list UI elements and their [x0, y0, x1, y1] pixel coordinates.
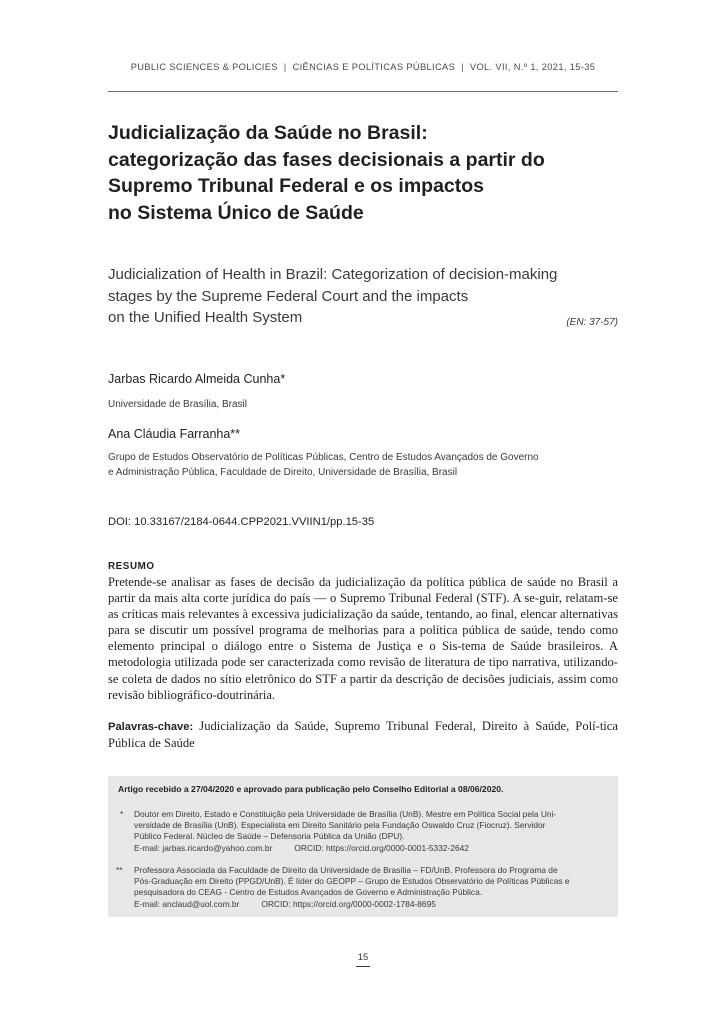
doi[interactable]: DOI: 10.33167/2184-0644.CPP2021.VVIIN1/pp.15-35: [108, 516, 375, 528]
abstract-heading: RESUMO: [108, 561, 155, 572]
footnote-mark: **: [116, 865, 123, 875]
english-version-pages: (EN: 37-57): [566, 317, 618, 328]
abstract-line: literatura de tipo narrativa, utilizando-se coleta de dados no sítio eletrônico do STF a partir: [108, 655, 618, 686]
subtitle-line: Judicialization of Health in Brazil: Categorization of decision-making: [108, 266, 558, 283]
title-line: Supremo Tribunal Federal e os impactos: [108, 175, 485, 197]
header-separator: |: [461, 62, 464, 72]
footnote: [116, 809, 612, 854]
abstract-line: guir, relatam-se as críticas mais relevantes à excessiva judicialização da saúde, tentando, ao: [108, 591, 618, 622]
footnote-orcid[interactable]: ORCID: https://orcid.org/0000-0002-1784-8695: [261, 898, 436, 909]
affiliation-line: e Administração Pública, Faculdade de Direito, Universidade de Brasília, Brasil: [108, 466, 458, 478]
footnote-line: Pós-Graduação em Direito (PPGD/UnB). É líder do GEOPP – Grupo de Estudos Observatório de Políticas Públicas e: [134, 876, 570, 887]
article-notes-box: [108, 776, 618, 917]
footnote-email[interactable]: E-mail: jarbas.ricardo@yahoo.com.br: [134, 842, 273, 853]
header-volume: VOL. VII, N.º 1, 2021, 15-35: [469, 62, 596, 72]
header-divider: [108, 91, 618, 92]
subtitle-line: on the Unified Health System: [108, 309, 303, 326]
author-name: Jarbas Ricardo Almeida Cunha*: [108, 372, 286, 386]
footnote-orcid[interactable]: ORCID: https://orcid.org/0000-0001-5332-2642: [294, 842, 469, 853]
footnote-line: Público Federal. Núcleo de Saúde – Defensoria Pública da União (DPU).: [134, 831, 405, 842]
article-subtitle-en: [108, 264, 618, 329]
abstract-line: Pretende-se analisar as fases de decisão da judicialização da política pública de saúde no: [108, 575, 574, 589]
page-number-rule: [356, 966, 370, 967]
page-number: 15: [357, 952, 369, 963]
author-affiliation: [108, 451, 608, 480]
abstract-line: final, elencar alternativas para se discutir um possível programa de melhorias para a política: [108, 607, 618, 638]
header-separator: |: [283, 62, 287, 72]
received-note: Artigo recebido a 27/04/2020 e aprovado para publicação pelo Conselho Editorial a 08/06/2020.: [118, 784, 504, 794]
abstract-line: Brasil a partir da mais alta corte jurídica do país — o Supremo Tribunal Federal (STF). A se-: [108, 575, 619, 606]
title-line: no Sistema Único de Saúde: [108, 201, 364, 224]
abstract-line: pública de saúde, tendo como elemento principal o diálogo entre o Sistema de Justiça e o Sis-: [108, 623, 618, 654]
running-header: [108, 62, 618, 72]
footnote-line: pesquisadora do CEAG - Centro de Estudos Avançados de Governo e Administração Pública.: [134, 887, 483, 898]
header-journal-en: PUBLIC SCIENCES & POLICIES: [130, 62, 278, 72]
affiliation-line: Universidade de Brasília, Brasil: [108, 399, 247, 410]
title-line: categorização das fases decisionais a partir do: [108, 148, 545, 171]
article-title: [108, 120, 628, 226]
footnote: [116, 865, 612, 910]
abstract-text: [108, 574, 618, 703]
abstract-line: da descrição de decisões judiciais, assim como revisão bibliográfico-doutrinária.: [108, 671, 618, 702]
keywords-line: tica Pública de Saúde: [108, 719, 618, 751]
author-name: Ana Cláudia Farranha**: [108, 427, 241, 441]
author-affiliation: [108, 398, 608, 413]
footnote-line: Doutor em Direito, Estado e Constituição pela Universidade de Brasília (UnB). Mestre em Política Social pela Uni-: [134, 809, 557, 819]
footnote-line: versidade de Brasília (UnB). Especialista em Direito Sanitário pela Fundação Oswaldo Cruz (Fiocruz). Servidor: [134, 820, 546, 831]
footnote-mark: *: [120, 809, 124, 819]
footnote-line: Professora Associada da Faculdade de Direito da Universidade de Brasília – FD/UnB. Professora do Programa de: [134, 865, 558, 875]
abstract-line: tema de Saúde brasileiros. A metodologia utilizada pode ser caracterizada como revisão de: [108, 639, 618, 670]
footnote-email[interactable]: E-mail: anclaud@uol.com.br: [134, 898, 240, 909]
affiliation-line: Grupo de Estudos Observatório de Políticas Públicas, Centro de Estudos Avançados de Governo: [108, 452, 539, 463]
keywords: [108, 718, 618, 751]
subtitle-line: stages by the Supreme Federal Court and the impacts: [108, 287, 469, 305]
title-line: Judicialização da Saúde no Brasil:: [108, 122, 428, 144]
keywords-line: Judicialização da Saúde, Supremo Tribunal Federal, Direito à Saúde, Polí-: [193, 719, 600, 733]
keywords-label: Palavras-chave:: [108, 721, 194, 733]
header-journal-pt: CIÊNCIAS E POLÍTICAS PÚBLICAS: [292, 62, 456, 72]
